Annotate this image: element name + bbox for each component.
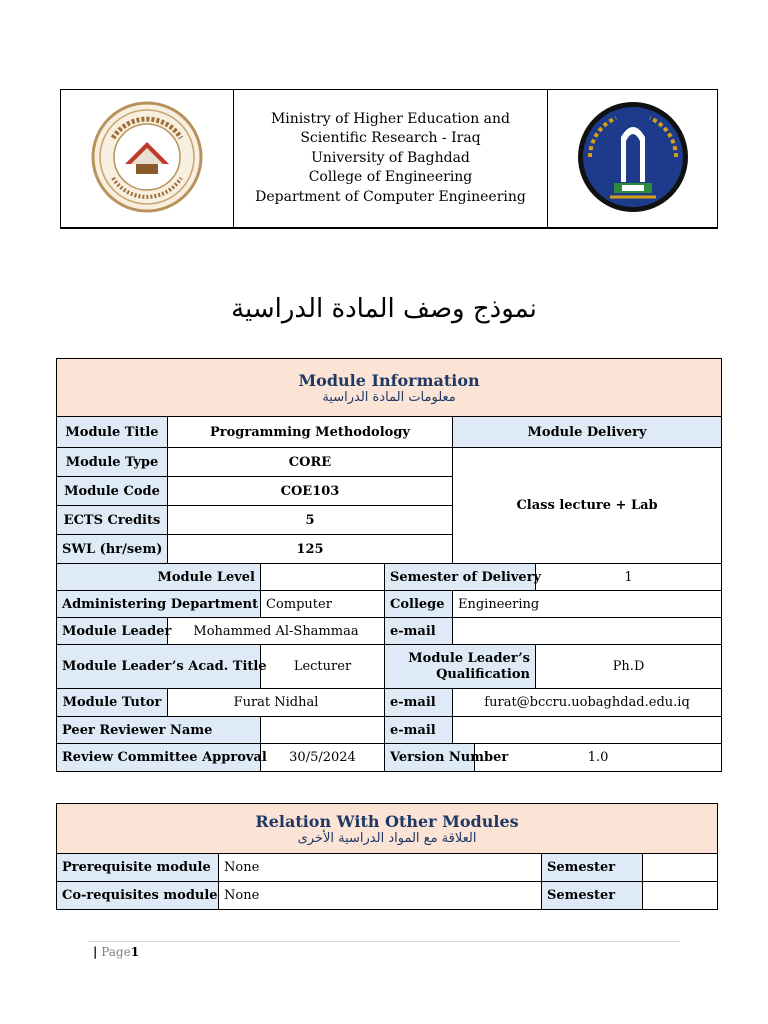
header-line: Department of Computer Engineering xyxy=(255,188,526,205)
acad-title-label: Module Leader’s Acad. Title xyxy=(57,645,261,689)
relations-table xyxy=(56,803,718,910)
peer-email-label: e-mail xyxy=(385,717,453,744)
page-footer xyxy=(93,945,139,959)
module-code-value: COE103 xyxy=(168,477,453,506)
review-approval-label: Review Committee Approval xyxy=(57,744,261,772)
tutor-email-label: e-mail xyxy=(385,689,453,717)
prereq-label: Prerequisite module xyxy=(57,854,219,882)
admin-dept-value: Computer xyxy=(261,591,385,618)
peer-reviewer-label: Peer Reviewer Name xyxy=(57,717,261,744)
module-info-heading xyxy=(57,359,722,417)
college-value: Engineering xyxy=(453,591,722,618)
module-level-value xyxy=(261,564,385,591)
swl-value: 125 xyxy=(168,535,453,564)
qualification-value: Ph.D xyxy=(536,645,722,689)
acad-title-value: Lecturer xyxy=(261,645,385,689)
prereq-semester-label: Semester xyxy=(542,854,643,882)
header-line: Scientific Research - Iraq xyxy=(300,130,481,147)
leader-value: Mohammed Al-Shammaa xyxy=(168,618,385,645)
ministry-logo-cell xyxy=(61,90,234,229)
module-level-label: Module Level xyxy=(57,564,261,591)
coreq-label: Co-requisites module xyxy=(57,882,219,910)
prereq-semester-value xyxy=(643,854,718,882)
header-line: University of Baghdad xyxy=(311,149,470,166)
tutor-email-value: furat@bccru.uobaghdad.edu.iq xyxy=(453,689,722,717)
relations-heading xyxy=(57,804,718,854)
swl-label: SWL (hr/sem) xyxy=(57,535,168,564)
header-table xyxy=(60,89,718,229)
qualification-label-line: Qualification xyxy=(436,666,530,682)
university-logo-cell xyxy=(548,90,718,229)
module-title-label: Module Title xyxy=(57,417,168,448)
peer-email-value xyxy=(453,717,722,744)
module-delivery-label: Module Delivery xyxy=(453,417,722,448)
version-number-label: Version Number xyxy=(385,744,475,772)
module-delivery-value: Class lecture + Lab xyxy=(453,448,722,564)
form-title: نموذج وصف المادة الدراسية xyxy=(231,294,537,324)
semester-delivery-value: 1 xyxy=(536,564,722,591)
leader-email-label: e-mail xyxy=(385,618,453,645)
semester-delivery-label: Semester of Delivery xyxy=(385,564,536,591)
module-type-value: CORE xyxy=(168,448,453,477)
relations-title: Relation With Other Modules xyxy=(255,811,519,831)
leader-label: Module Leader xyxy=(57,618,168,645)
tutor-value: Furat Nidhal xyxy=(168,689,385,717)
module-title-value: Programming Methodology xyxy=(168,417,453,448)
module-code-label: Module Code xyxy=(57,477,168,506)
coreq-value: None xyxy=(219,882,542,910)
page-number: 1 xyxy=(130,945,140,959)
tutor-label: Module Tutor xyxy=(57,689,168,717)
coreq-semester-label: Semester xyxy=(542,882,643,910)
qualification-label-line: Module Leader’s xyxy=(408,650,530,666)
admin-dept-label: Administering Department xyxy=(57,591,261,618)
module-type-label: Module Type xyxy=(57,448,168,477)
module-info-title: Module Information xyxy=(298,370,480,390)
prereq-value: None xyxy=(219,854,542,882)
version-number-value: 1.0 xyxy=(475,744,722,772)
footer-divider xyxy=(88,941,680,942)
peer-reviewer-value xyxy=(261,717,385,744)
page-label: Page xyxy=(101,945,131,959)
ects-label: ECTS Credits xyxy=(57,506,168,535)
header-line: College of Engineering xyxy=(308,169,473,186)
qualification-label xyxy=(385,645,536,689)
university-of-baghdad-logo-icon xyxy=(576,97,690,217)
college-label: College xyxy=(385,591,453,618)
coreq-semester-value xyxy=(643,882,718,910)
ministry-seal-logo-icon xyxy=(91,98,203,216)
ects-value: 5 xyxy=(168,506,453,535)
footer-separator: | xyxy=(93,945,98,959)
header-text-cell xyxy=(234,90,548,229)
header-line: Ministry of Higher Education and xyxy=(270,110,511,127)
leader-email-value xyxy=(453,618,722,645)
module-info-table xyxy=(56,358,722,772)
relations-title-ar: العلاقة مع المواد الدراسية الأخرى xyxy=(297,830,477,846)
module-info-title-ar: معلومات المادة الدراسية xyxy=(322,389,456,405)
review-approval-value: 30/5/2024 xyxy=(261,744,385,772)
